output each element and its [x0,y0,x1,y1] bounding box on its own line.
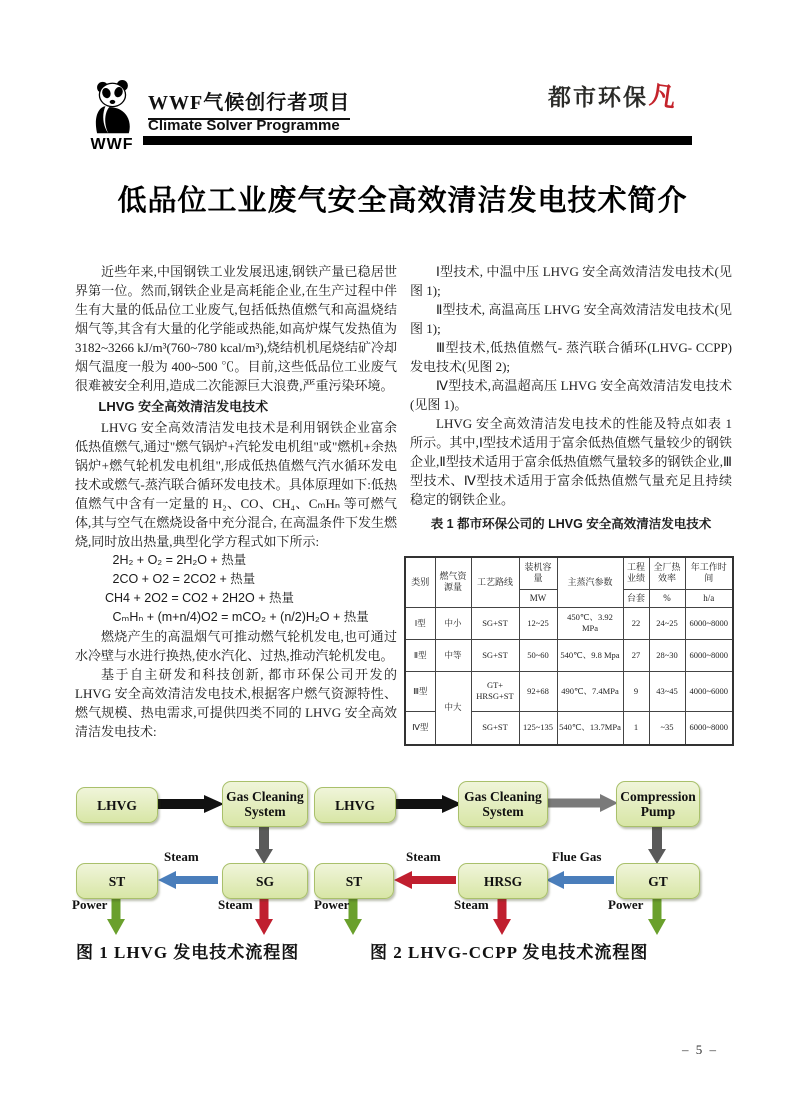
cell: 43~45 [649,671,685,711]
cell: 490℃、7.4MPa [557,671,623,711]
node-gas-cleaning-system: Gas Cleaning System [458,781,548,827]
section-heading: LHVG 安全高效清洁发电技术 [98,399,269,414]
unit-hours: h/a [685,589,733,607]
chemical-equation: CH4 + 2O2 = CO2 + 2H2O + 热量 [105,591,294,605]
header-divider-bar [143,136,692,145]
cell: 12~25 [519,607,557,639]
cell: 中等 [435,639,471,671]
programme-title-cn: WWF气候创行者项目 [148,86,350,120]
cell: Ⅳ型 [405,711,435,745]
node-st: ST [314,863,394,899]
arrow-hrsg-to-st-steam [394,871,456,889]
figure-2-lhvg-ccpp-flow-diagram [312,775,702,940]
tech-type-item: Ⅱ型技术, 高温高压 LHVG 安全高效清洁发电技术(见图 1); [410,302,732,336]
label-steam: Steam [164,849,199,864]
cell: 450℃、3.92 MPa [557,607,623,639]
arrow-sg-to-st-steam [158,871,218,889]
unit-mw: MW [519,589,557,607]
label-steam: Steam [406,849,441,864]
chemical-equation: 2H₂ + O₂ = 2H₂O + 热量 [112,553,247,567]
col-header-gas-resource: 燃气资源量 [435,557,471,607]
paragraph: 燃烧产生的高温烟气可推动燃气轮机发电,也可通过水冷壁与水进行换热,使水汽化、过热,推动汽轮机发电。 [75,629,397,663]
node-lhvg: LHVG [314,787,396,823]
paragraph: 近些年来,中国钢铁工业发展迅速,钢铁产量已稳居世界第一位。然而,钢铁企业是高耗能企业,在生产过程中伴生有大量的低品位工业废气,包括低热值燃气和高温烧结烟气等,其含有大量的化学能或热能,如高炉煤气发热值为 3182~3266 kJ/m³(760~780 kcal/m³),烧结机机尾烧结矿冷却烟气温度一般为 400~500 ℃。目前,这些低品位工业废气很难被安全利用,造成二次能源巨大浪费,严重污染环境。 [75,264,397,393]
right-column [410,262,732,538]
label-power: Power [608,897,644,912]
cell: 27 [623,639,649,671]
tech-type-item: Ⅰ型技术, 中温中压 LHVG 安全高效清洁发电技术(见图 1); [410,264,732,298]
arrow-pump-to-gt [648,827,666,864]
col-header-efficiency: 全厂热效率 [649,557,685,589]
cell: 6000~8000 [685,639,733,671]
arrow-sg-steam-down [255,899,273,935]
cell: SG+ST [471,639,519,671]
arrow-gcs-to-compression-pump [548,794,618,812]
arrow-lhvg-to-gcs [158,795,224,813]
chemical-equation: 2CO + O2 = 2CO2 + 热量 [112,572,256,586]
cell: 50~60 [519,639,557,671]
company-logo-text: 都市环保 [548,85,648,110]
cell: 1 [623,711,649,745]
cell: Ⅰ型 [405,607,435,639]
cell: 6000~8000 [685,711,733,745]
page-number: – 5 – [682,1042,718,1057]
cell: ~35 [649,711,685,745]
cell: SG+ST [471,711,519,745]
paragraph: LHVG 安全高效清洁发电技术的性能及特点如表 1 所示。其中,Ⅰ型技术适用于富余低热值燃气量较少的钢铁企业,Ⅱ型技术适用于富余低热值燃气量较多的钢铁企业,Ⅲ型技术、Ⅳ型技术适用于富余低热值燃气量充足且持续稳定的钢铁企业。 [410,416,732,507]
cell: 中小 [435,607,471,639]
node-hrsg: HRSG [458,863,548,899]
node-st: ST [76,863,158,899]
cell: 22 [623,607,649,639]
arrow-hrsg-steam-down [493,899,511,935]
cell: 28~30 [649,639,685,671]
cell: 9 [623,671,649,711]
node-compression-pump: Compression Pump [616,781,700,827]
table-row [405,671,733,711]
chemical-equation: CₘHₙ + (m+n/4)O2 = mCO₂ + (n/2)H₂O + 热量 [112,610,369,624]
arrow-st-power [107,899,125,935]
node-sg: SG [222,863,308,899]
node-gas-cleaning-system: Gas Cleaning System [222,781,308,827]
cell: 540℃、13.7MPa [557,711,623,745]
label-power: Power [314,897,350,912]
table-row [405,607,733,639]
programme-title-en: Climate Solver Programme [148,117,340,134]
paragraph: 基于自主研发和科技创新, 都市环保公司开发的 LHVG 安全高效清洁发电技术,根据客户燃气资源特性、燃气规模、热电需求,可提供四类不同的 LHVG 安全高效清洁发电技术: [75,667,397,739]
unit-sets: 台套 [623,589,649,607]
col-header-steam-params: 主蒸汽参数 [557,557,623,607]
cell: 92+68 [519,671,557,711]
cell: Ⅱ型 [405,639,435,671]
company-logo-red-glyph-icon: 凡 [647,80,680,113]
cell: Ⅲ型 [405,671,435,711]
unit-percent: % [649,589,685,607]
table-row [405,639,733,671]
tech-type-item: Ⅳ型技术,高温超高压 LHVG 安全高效清洁发电技术(见图 1)。 [410,378,732,412]
cell: 24~25 [649,607,685,639]
arrow-gt-to-hrsg-flue-gas [546,871,614,889]
label-steam: Steam [218,897,253,912]
wwf-panda-logo-icon [84,78,140,138]
label-steam: Steam [454,897,489,912]
col-header-category: 类别 [405,557,435,607]
performance-table [404,556,734,746]
cell: 125~135 [519,711,557,745]
col-header-process-route: 工艺路线 [471,557,519,607]
node-lhvg: LHVG [76,787,158,823]
page-title: 低品位工业废气安全高效清洁发电技术简介 [117,185,688,217]
paragraph: LHVG 安全高效清洁发电技术是利用钢铁企业富余低热值燃气,通过"燃气锅炉+汽轮发电机组"或"燃机+余热锅炉+燃气轮机发电机组",形成低热值燃气汽水循环发电技术或燃气-蒸汽联合循环发电技术。具体原理如下:低热值燃气中含有一定量的 H₂、CO、CH₄、CₘHₙ 等可燃气体,其与空气在燃烧设备中充分混合, 在高温条件下发生燃烧,同时放出热量,典型化学方程式如下所示: [75,420,397,549]
figure-1-caption: 图 1 LHVG 发电技术流程图 [76,943,300,962]
company-logo [548,76,678,113]
tech-type-item: Ⅲ型技术,低热值燃气- 蒸汽联合循环(LHVG- CCPP)发电技术(见图 2); [410,340,732,374]
cell: GT+ HRSG+ST [471,671,519,711]
cell: 中大 [435,671,471,745]
figure-2-caption: 图 2 LHVG-CCPP 发电技术流程图 [370,943,649,962]
col-header-work-hours: 年工作时间 [685,557,733,589]
figure-1-lhvg-flow-diagram [70,775,310,940]
cell: 540℃、9.8 Mpa [557,639,623,671]
cell: SG+ST [471,607,519,639]
node-gt: GT [616,863,700,899]
arrow-lhvg-to-gcs [396,795,462,813]
cell: 4000~6000 [685,671,733,711]
label-flue-gas: Flue Gas [552,849,602,864]
col-header-capacity: 装机容量 [519,557,557,589]
label-power: Power [72,897,108,912]
table-caption: 表 1 都市环保公司的 LHVG 安全高效清洁发电技术 [430,517,712,531]
arrow-gt-power [648,899,666,935]
arrow-gcs-to-sg [255,827,273,864]
wwf-logo-wordmark: WWF [90,136,134,153]
left-column [75,262,397,741]
cell: 6000~8000 [685,607,733,639]
col-header-projects: 工程业绩 [623,557,649,589]
